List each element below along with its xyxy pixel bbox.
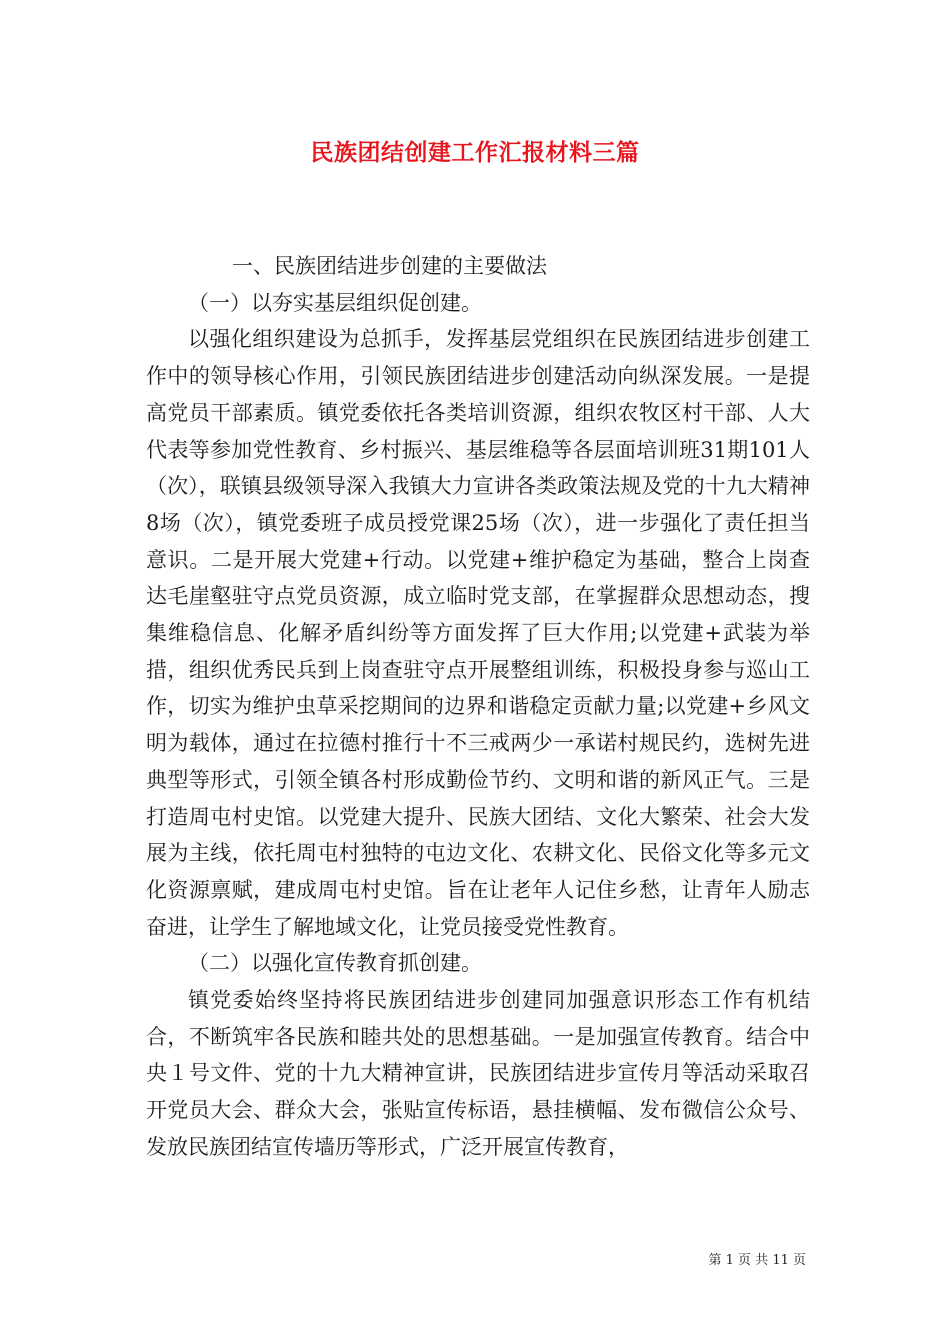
- body-paragraph: 镇党委始终坚持将民族团结进步创建同加强意识形态工作有机结合，不断筑牢各民族和睦共处的思想基础。一是加强宣传教育。结合中央１号文件、党的十九大精神宣讲，民族团结进步宣传月等活动采取召开党员大会、群众大会，张贴宣传标语，悬挂横幅、发布微信公众号、发放民族团结宣传墙历等形式，广泛开展宣传教育，: [146, 988, 810, 1159]
- section-heading: 一、民族团结进步创建的主要做法: [232, 254, 547, 278]
- subsection-heading: （二）以强化宣传教育抓创建。: [188, 951, 482, 976]
- document-body: [146, 248, 810, 1166]
- page-number-footer: 第 1 页 共 11 页: [708, 1253, 806, 1268]
- document-title: 民族团结创建工作汇报材料三篇: [310, 139, 640, 166]
- body-paragraph: 以强化组织建设为总抓手，发挥基层党组织在民族团结进步创建工作中的领导核心作用，引领民族团结进步创建活动向纵深发展。一是提高党员干部素质。镇党委依托各类培训资源，组织农牧区村干部、人大代表等参加党性教育、乡村振兴、基层维稳等各层面培训班31期101人（次），联镇县级领导深入我镇大力宣讲各类政策法规及党的十九大精神8场（次），镇党委班子成员授党课25场（次），进一步强化了责任担当意识。二是开展大党建+行动。以党建+维护稳定为基础，整合上岗查达毛崖壑驻守点党员资源，成立临时党支部，在掌握群众思想动态，搜集维稳信息、化解矛盾纠纷等方面发挥了巨大作用;以党建+武装为举措，组织优秀民兵到上岗查驻守点开展整组训练，积极投身参与巡山工作，切实为维护虫草采挖期间的边界和谐稳定贡献力量;以党建+乡风文明为载体，通过在拉德村推行十不三戒两少一承诺村规民约，选树先进典型等形式，引领全镇各村形成勤俭节约、文明和谐的新风正气。三是打造周屯村史馆。以党建大提升、民族大团结、文化大繁荣、社会大发展为主线，依托周屯村独特的屯边文化、农耕文化、民俗文化等多元文化资源禀赋，建成周屯村史馆。旨在让老年人记住乡愁，让青年人励志奋进，让学生了解地域文化，让党员接受党性教育。: [146, 327, 810, 939]
- subsection-heading: （一）以夯实基层组织促创建。: [188, 290, 482, 315]
